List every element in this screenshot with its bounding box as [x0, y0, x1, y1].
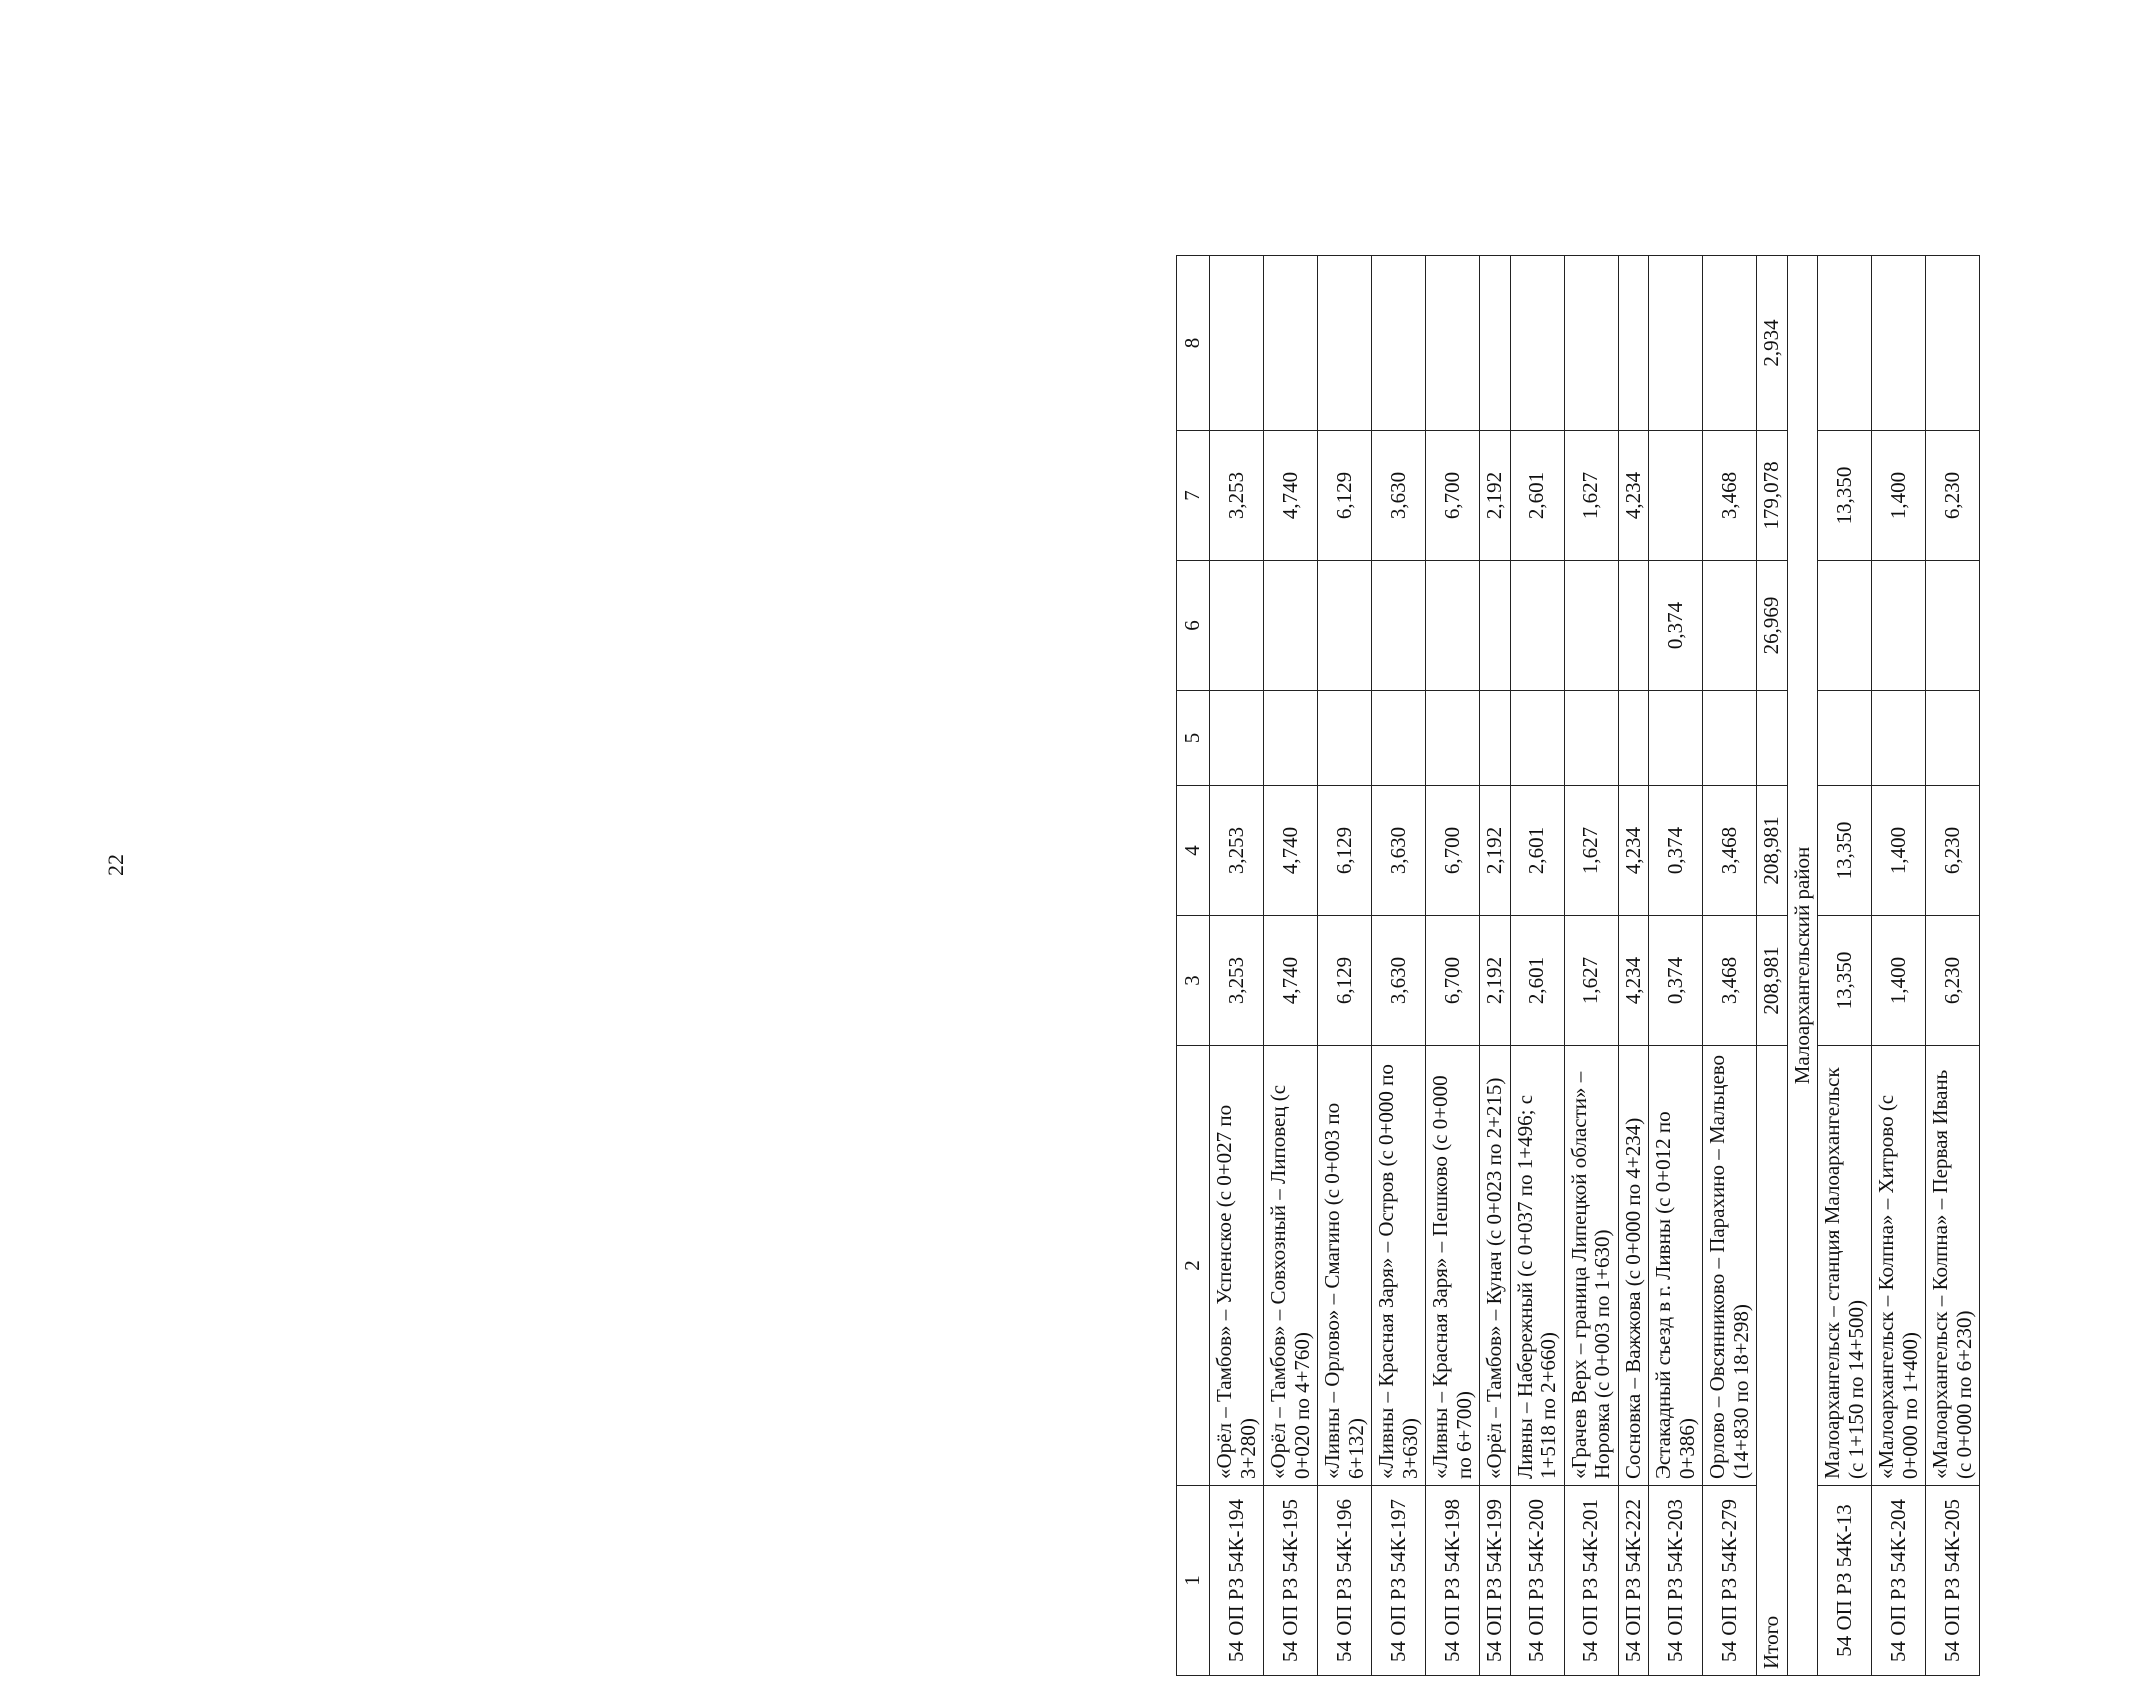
road-name-cell: «Малоархангельск – Колпна» – Первая Ивань (с 0+000 по 6+230): [1926, 1046, 1980, 1486]
header-cell: 3: [1177, 916, 1210, 1046]
value-c5-cell: [1872, 691, 1926, 786]
value-c7-cell: 3,630: [1372, 431, 1426, 561]
total-c7: 179,078: [1757, 431, 1788, 561]
road-code-cell: 54 ОП РЗ 54К-279: [1703, 1486, 1757, 1676]
value-c4-cell: 3,630: [1372, 786, 1426, 916]
value-c7-cell: 1,400: [1872, 431, 1926, 561]
value-c7-cell: 4,234: [1618, 431, 1649, 561]
value-c7-cell: 6,700: [1426, 431, 1480, 561]
value-c6-cell: 0,374: [1649, 561, 1703, 691]
value-c4-cell: 4,740: [1264, 786, 1318, 916]
value-c6-cell: [1318, 561, 1372, 691]
value-c7-cell: 3,253: [1210, 431, 1264, 561]
value-c5-cell: [1818, 691, 1872, 786]
value-c4-cell: 4,234: [1618, 786, 1649, 916]
value-c6-cell: [1818, 561, 1872, 691]
value-c7-cell: 2,192: [1480, 431, 1511, 561]
road-code-cell: 54 ОП РЗ 54К-198: [1426, 1486, 1480, 1676]
value-c5-cell: [1426, 691, 1480, 786]
table-row: [1618, 256, 1649, 1676]
value-c6-cell: [1618, 561, 1649, 691]
value-c5-cell: [1564, 691, 1618, 786]
value-c3-cell: 6,129: [1318, 916, 1372, 1046]
header-cell: 2: [1177, 1046, 1210, 1486]
value-c5-cell: [1510, 691, 1564, 786]
value-c7-cell: 13,350: [1818, 431, 1872, 561]
value-c8-cell: [1426, 256, 1480, 431]
value-c8-cell: [1872, 256, 1926, 431]
table-row: [1372, 256, 1426, 1676]
road-name-cell: Сосновка – Важжова (с 0+000 по 4+234): [1618, 1046, 1649, 1486]
header-cell: 8: [1177, 256, 1210, 431]
road-name-cell: «Малоархангельск – Колпна» – Хитрово (с 0+000 по 1+400): [1872, 1046, 1926, 1486]
value-c8-cell: [1318, 256, 1372, 431]
value-c8-cell: [1510, 256, 1564, 431]
value-c4-cell: 3,253: [1210, 786, 1264, 916]
value-c4-cell: 1,627: [1564, 786, 1618, 916]
road-name-cell: Малоархангельск – станция Малоархангельск (с 1+150 по 14+500): [1818, 1046, 1872, 1486]
table-row: [1818, 256, 1872, 1676]
road-code-cell: 54 ОП РЗ 54К-13: [1818, 1486, 1872, 1676]
value-c5-cell: [1618, 691, 1649, 786]
road-code-cell: 54 ОП РЗ 54К-197: [1372, 1486, 1426, 1676]
value-c4-cell: 6,129: [1318, 786, 1372, 916]
value-c3-cell: 6,230: [1926, 916, 1980, 1046]
table-row: [1264, 256, 1318, 1676]
value-c3-cell: 13,350: [1818, 916, 1872, 1046]
value-c6-cell: [1872, 561, 1926, 691]
road-name-cell: «Орёл – Тамбов» – Кунач (с 0+023 по 2+215): [1480, 1046, 1511, 1486]
road-code-cell: 54 ОП РЗ 54К-204: [1872, 1486, 1926, 1676]
value-c5-cell: [1649, 691, 1703, 786]
value-c5-cell: [1703, 691, 1757, 786]
table-row: [1318, 256, 1372, 1676]
value-c7-cell: 4,740: [1264, 431, 1318, 561]
total-c4: 208,981: [1757, 786, 1788, 916]
value-c5-cell: [1372, 691, 1426, 786]
value-c8-cell: [1818, 256, 1872, 431]
road-code-cell: 54 ОП РЗ 54К-200: [1510, 1486, 1564, 1676]
table-row: [1210, 256, 1264, 1676]
road-code-cell: 54 ОП РЗ 54К-195: [1264, 1486, 1318, 1676]
value-c7-cell: 6,230: [1926, 431, 1980, 561]
total-c6: 26,969: [1757, 561, 1788, 691]
value-c7-cell: 2,601: [1510, 431, 1564, 561]
road-code-cell: 54 ОП РЗ 54К-201: [1564, 1486, 1618, 1676]
section-title: Малоархангельский район: [1787, 256, 1818, 1676]
total-c8: 2,934: [1757, 256, 1788, 431]
value-c3-cell: 1,627: [1564, 916, 1618, 1046]
value-c4-cell: 13,350: [1818, 786, 1872, 916]
road-code-cell: 54 ОП РЗ 54К-222: [1618, 1486, 1649, 1676]
section-row: [1787, 256, 1818, 1676]
value-c6-cell: [1210, 561, 1264, 691]
header-row: [1177, 256, 1210, 1676]
value-c8-cell: [1703, 256, 1757, 431]
value-c6-cell: [1264, 561, 1318, 691]
value-c3-cell: 2,601: [1510, 916, 1564, 1046]
value-c4-cell: 3,468: [1703, 786, 1757, 916]
value-c6-cell: [1510, 561, 1564, 691]
header-cell: 5: [1177, 691, 1210, 786]
value-c6-cell: [1564, 561, 1618, 691]
value-c8-cell: [1264, 256, 1318, 431]
value-c6-cell: [1426, 561, 1480, 691]
value-c8-cell: [1564, 256, 1618, 431]
table-row: [1926, 256, 1980, 1676]
value-c7-cell: 6,129: [1318, 431, 1372, 561]
table-row: [1703, 256, 1757, 1676]
value-c5-cell: [1480, 691, 1511, 786]
road-name-cell: «Ливны – Орлово» – Смагино (с 0+003 по 6+132): [1318, 1046, 1372, 1486]
table-row: [1426, 256, 1480, 1676]
road-name-cell: «Ливны – Красная Заря» – Остров (с 0+000 по 3+630): [1372, 1046, 1426, 1486]
rotated-table-container: [1176, 256, 2136, 1676]
header-cell: 4: [1177, 786, 1210, 916]
value-c5-cell: [1210, 691, 1264, 786]
value-c3-cell: 3,253: [1210, 916, 1264, 1046]
road-code-cell: 54 ОП РЗ 54К-203: [1649, 1486, 1703, 1676]
value-c6-cell: [1926, 561, 1980, 691]
value-c8-cell: [1649, 256, 1703, 431]
value-c4-cell: 6,230: [1926, 786, 1980, 916]
value-c7-cell: 1,627: [1564, 431, 1618, 561]
value-c6-cell: [1372, 561, 1426, 691]
table-row: [1872, 256, 1926, 1676]
road-name-cell: «Грачев Верх – граница Липецкой области» – Норовка (с 0+003 по 1+630): [1564, 1046, 1618, 1486]
road-code-cell: 54 ОП РЗ 54К-196: [1318, 1486, 1372, 1676]
table-row: [1480, 256, 1511, 1676]
value-c8-cell: [1372, 256, 1426, 431]
total-label: Итого: [1757, 1046, 1788, 1676]
total-c5: [1757, 691, 1788, 786]
road-code-cell: 54 ОП РЗ 54К-194: [1210, 1486, 1264, 1676]
road-name-cell: «Орёл – Тамбов» – Совхозный – Липовец (с 0+020 по 4+760): [1264, 1046, 1318, 1486]
road-name-cell: Орлово – Овсянниково – Парахино – Мальцево (14+830 по 18+298): [1703, 1046, 1757, 1486]
road-code-cell: 54 ОП РЗ 54К-205: [1926, 1486, 1980, 1676]
road-code-cell: 54 ОП РЗ 54К-199: [1480, 1486, 1511, 1676]
value-c3-cell: 6,700: [1426, 916, 1480, 1046]
value-c7-cell: 3,468: [1703, 431, 1757, 561]
value-c4-cell: 1,400: [1872, 786, 1926, 916]
value-c8-cell: [1926, 256, 1980, 431]
value-c3-cell: 2,192: [1480, 916, 1511, 1046]
value-c8-cell: [1480, 256, 1511, 431]
roads-table: [1176, 255, 1980, 1676]
table-row: [1510, 256, 1564, 1676]
header-cell: 6: [1177, 561, 1210, 691]
value-c6-cell: [1480, 561, 1511, 691]
value-c3-cell: 4,234: [1618, 916, 1649, 1046]
value-c4-cell: 2,192: [1480, 786, 1511, 916]
page-number: 22: [103, 854, 128, 876]
road-name-cell: Эстакадный съезд в г. Ливны (с 0+012 по 0+386): [1649, 1046, 1703, 1486]
header-cell: 7: [1177, 431, 1210, 561]
table-row: [1649, 256, 1703, 1676]
value-c5-cell: [1926, 691, 1980, 786]
road-name-cell: «Ливны – Красная Заря» – Пешково (с 0+000 по 6+700): [1426, 1046, 1480, 1486]
value-c7-cell: [1649, 431, 1703, 561]
value-c8-cell: [1618, 256, 1649, 431]
table-row: [1564, 256, 1618, 1676]
value-c3-cell: 3,468: [1703, 916, 1757, 1046]
road-name-cell: Ливны – Набережный (с 0+037 по 1+496; с 1+518 по 2+660): [1510, 1046, 1564, 1486]
value-c5-cell: [1264, 691, 1318, 786]
road-name-cell: «Орёл – Тамбов» – Успенское (с 0+027 по 3+280): [1210, 1046, 1264, 1486]
total-c3: 208,981: [1757, 916, 1788, 1046]
value-c4-cell: 2,601: [1510, 786, 1564, 916]
value-c4-cell: 6,700: [1426, 786, 1480, 916]
value-c4-cell: 0,374: [1649, 786, 1703, 916]
total-row: [1757, 256, 1788, 1676]
value-c8-cell: [1210, 256, 1264, 431]
value-c3-cell: 4,740: [1264, 916, 1318, 1046]
value-c3-cell: 3,630: [1372, 916, 1426, 1046]
value-c3-cell: 0,374: [1649, 916, 1703, 1046]
value-c5-cell: [1318, 691, 1372, 786]
header-cell: 1: [1177, 1486, 1210, 1676]
value-c3-cell: 1,400: [1872, 916, 1926, 1046]
value-c6-cell: [1703, 561, 1757, 691]
